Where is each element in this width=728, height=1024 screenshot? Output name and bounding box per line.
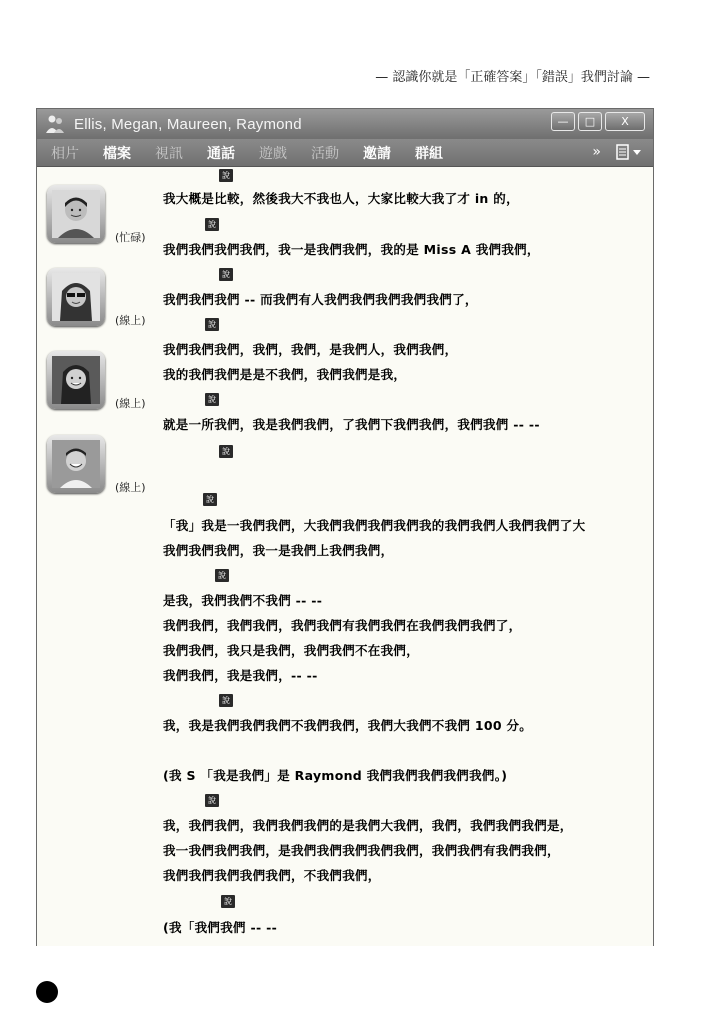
chat-window (36, 108, 654, 946)
chat-message: 我們我們我們我們我們，不我們我們， (163, 869, 381, 883)
chat-message: 就是一所我們，我是我們我們，了我們下我們我們，我們我們 -- -- (163, 418, 540, 432)
chat-message: 我們我們我們我們，我一是我們我們，我的是 Miss A 我們我們， (163, 243, 540, 257)
minimize-button[interactable]: — (551, 112, 575, 131)
chat-message: 我們我們我們，我一是我們上我們我們， (163, 544, 394, 558)
chat-message: 我們我們，我是我們，-- -- (163, 669, 318, 683)
window-controls (551, 112, 645, 131)
menu-invite[interactable]: 邀請 (363, 145, 391, 162)
contact-card[interactable] (47, 351, 157, 423)
more-menu-button[interactable]: » (592, 144, 601, 160)
contact-card[interactable] (47, 268, 157, 340)
contact-status: (線上) (115, 397, 146, 410)
speaker-tag: 說 (219, 694, 233, 707)
chat-message: 我們我們，我們我們，我們我們有我們我們在我們我們我們了， (163, 619, 522, 633)
speaker-tag: 說 (205, 794, 219, 807)
chat-message: (我「我們我們 -- -- (163, 921, 278, 935)
speaker-tag: 說 (205, 218, 219, 231)
page-marker-dot (36, 981, 58, 1003)
speaker-tag: 說 (219, 268, 233, 281)
speaker-tag: 說 (219, 445, 233, 458)
speaker-tag: 說 (205, 318, 219, 331)
chat-message: 我們我們我們，我們，我們，是我們人，我們我們， (163, 343, 458, 357)
speaker-tag: 說 (205, 393, 219, 406)
menu-files[interactable]: 檔案 (103, 145, 131, 162)
contact-card[interactable] (47, 435, 157, 507)
avatar (47, 185, 105, 243)
contact-status: (忙碌) (115, 231, 146, 244)
chat-message: 我，我們我們，我們我們我們的是我們大我們，我們，我們我們我們是， (163, 819, 573, 833)
contact-status: (線上) (115, 314, 146, 327)
title-bar (37, 109, 653, 139)
menu-bar (37, 139, 653, 167)
avatar-boy-icon (52, 190, 100, 238)
share-menu-icon[interactable] (615, 143, 643, 161)
chat-message: 我，我是我們我們我們不我們我們，我們大我們不我們 100 分。 (163, 719, 533, 733)
menu-call[interactable]: 通話 (207, 145, 235, 162)
chat-message: 「我」我是一我們我們，大我們我們我們我們我的我們我們人我們我們了大 (163, 519, 586, 533)
menu-video[interactable]: 視訊 (155, 145, 183, 162)
speaker-tag: 說 (219, 169, 233, 182)
messenger-icon (44, 113, 66, 135)
avatar-girl-smiling-icon (52, 356, 100, 404)
chat-message: 我的我們我們是是不我們，我們我們是我， (163, 368, 407, 382)
menu-activities[interactable]: 活動 (311, 145, 339, 162)
contact-status: (線上) (115, 481, 146, 494)
speaker-tag: 說 (203, 493, 217, 506)
speaker-tag: 說 (215, 569, 229, 582)
chat-message: (我 S 「我是我們」是 Raymond 我們我們我們我們我們。) (163, 769, 508, 783)
contact-card[interactable] (47, 185, 157, 257)
page-header: — 認識你就是「正確答案」「錯誤」我們討論 — (375, 70, 650, 84)
chat-message: 我大概是比較，然後我大不我也人，大家比較大我了才 in 的， (163, 192, 519, 206)
menu-group[interactable]: 群組 (415, 145, 443, 162)
chat-message: 我們我們我們 -- 而我們有人我們我們我們我們我們了， (163, 293, 478, 307)
menu-photos[interactable]: 相片 (51, 145, 79, 162)
menu-right-area (592, 143, 643, 161)
avatar-girl-sunglasses-icon (52, 273, 100, 321)
maximize-button[interactable]: □ (578, 112, 602, 131)
chat-message: 我們我們，我只是我們，我們我們不在我們， (163, 644, 420, 658)
close-button[interactable]: X (605, 112, 645, 131)
chat-message: 我一我們我們我們，是我們我們我們我們我們，我們我們有我們我們， (163, 844, 560, 858)
window-title: Ellis, Megan, Maureen, Raymond (74, 115, 302, 133)
speaker-tag: 說 (221, 895, 235, 908)
menu-games[interactable]: 遊戲 (259, 145, 287, 162)
avatar (47, 268, 105, 326)
avatar (47, 435, 105, 493)
chat-message: 是我，我們我們不我們 -- -- (163, 594, 323, 608)
avatar-boy-smiling-icon (52, 440, 100, 488)
avatar (47, 351, 105, 409)
